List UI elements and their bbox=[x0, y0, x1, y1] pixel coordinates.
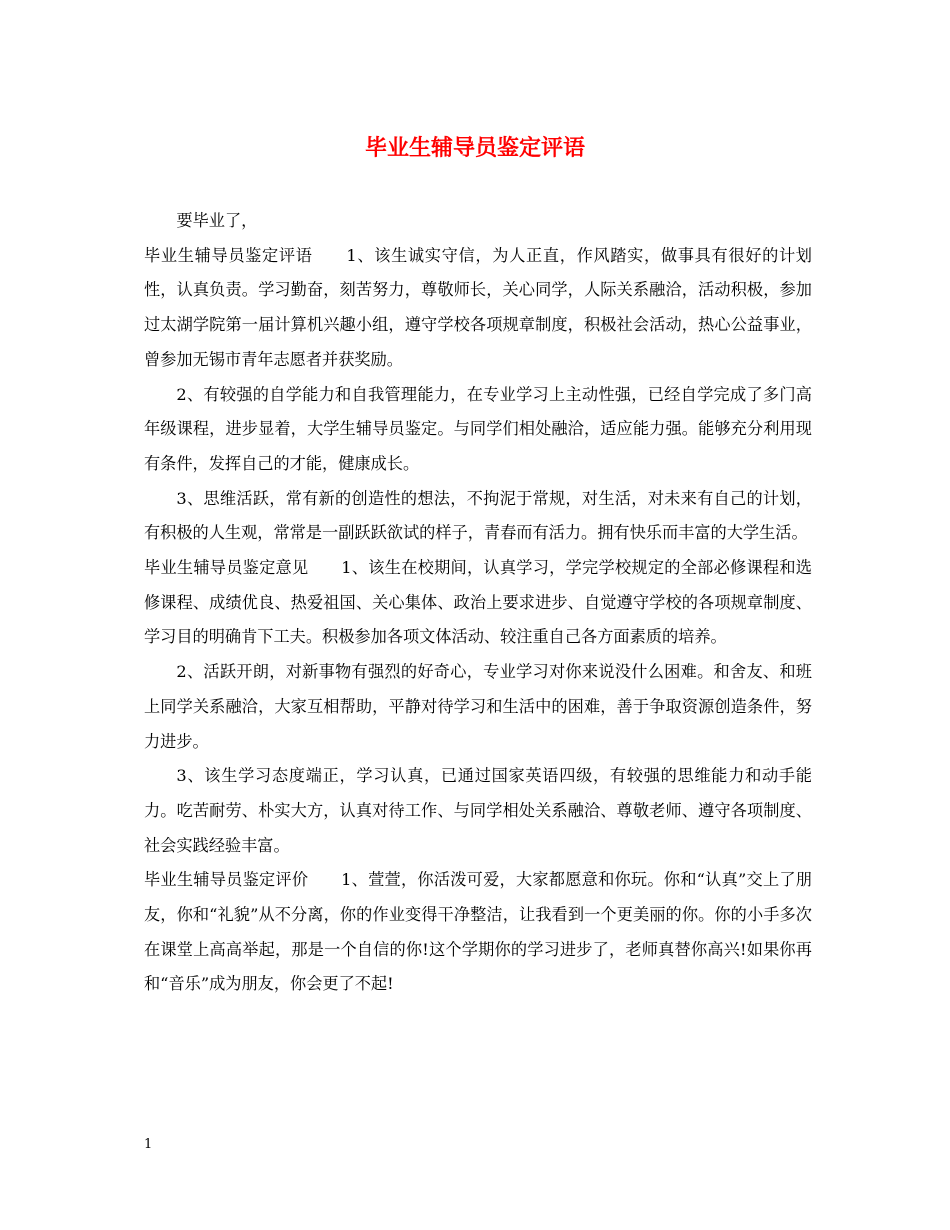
paragraph-opinion-3: 3、该生学习态度端正，学习认真，已通过国家英语四级，有较强的思维能力和动手能力。吃苦耐劳、朴实大方，认真对待工作、与同学相处关系融洽、尊敬老师、遵守各项制度、社会实践经验丰富。 bbox=[144, 766, 812, 855]
page-number: 1 bbox=[144, 1137, 153, 1152]
paragraph-comments-2: 2、有较强的自学能力和自我管理能力，在专业学习上主动性强，已经自学完成了多门高年级课程，进步显着，大学生辅导员鉴定。与同学们相处融洽，适应能力强。能够充分利用现有条件，发挥自己的才能，健康成长。 bbox=[144, 384, 812, 473]
paragraph-intro: 要毕业了， bbox=[176, 211, 258, 230]
paragraph-comments-3: 3、思维活跃，常有新的创造性的想法，不拘泥于常规，对生活，对未来有自己的计划，有积极的人生观，常常是一副跃跃欲试的样子，青春而有活力。拥有快乐而丰富的大学生活。 bbox=[144, 488, 812, 543]
document-body bbox=[144, 204, 812, 1002]
paragraph-evaluation-1: 毕业生辅导员鉴定评价 1、萱萱，你活泼可爱，大家都愿意和你玩。你和“认真”交上了朋友，你和“礼貌”从不分离，你的作业变得干净整洁，让我看到一个更美丽的你。你的小手多次在课堂上高高举起，那是一个自信的你!这个学期你的学习进步了，老师真替你高兴!如果你再和“音乐”成为朋友，你会更了不起! bbox=[144, 870, 812, 994]
paragraph-comments-1: 毕业生辅导员鉴定评语 1、该生诚实守信，为人正直，作风踏实，做事具有很好的计划性，认真负责。学习勤奋，刻苦努力，尊敬师长，关心同学，人际关系融洽，活动积极，参加过太湖学院第一届计算机兴趣小组，遵守学校各项规章制度，积极社会活动，热心公益事业，曾参加无锡市青年志愿者并获奖励。 bbox=[144, 245, 812, 369]
document-title: 毕业生辅导员鉴定评语 bbox=[364, 135, 585, 161]
paragraph-opinion-1: 毕业生辅导员鉴定意见 1、该生在校期间，认真学习，学完学校规定的全部必修课程和选修课程、成绩优良、热爱祖国、关心集体、政治上要求进步、自觉遵守学校的各项规章制度、学习目的明确肯下工夫。积极参加各项文体活动、较注重自己各方面素质的培养。 bbox=[144, 558, 812, 647]
paragraph-opinion-2: 2、活跃开朗，对新事物有强烈的好奇心，专业学习对你来说没什么困难。和舍友、和班上同学关系融洽，大家互相帮助，平静对待学习和生活中的困难，善于争取资源创造条件，努力进步。 bbox=[144, 662, 812, 751]
